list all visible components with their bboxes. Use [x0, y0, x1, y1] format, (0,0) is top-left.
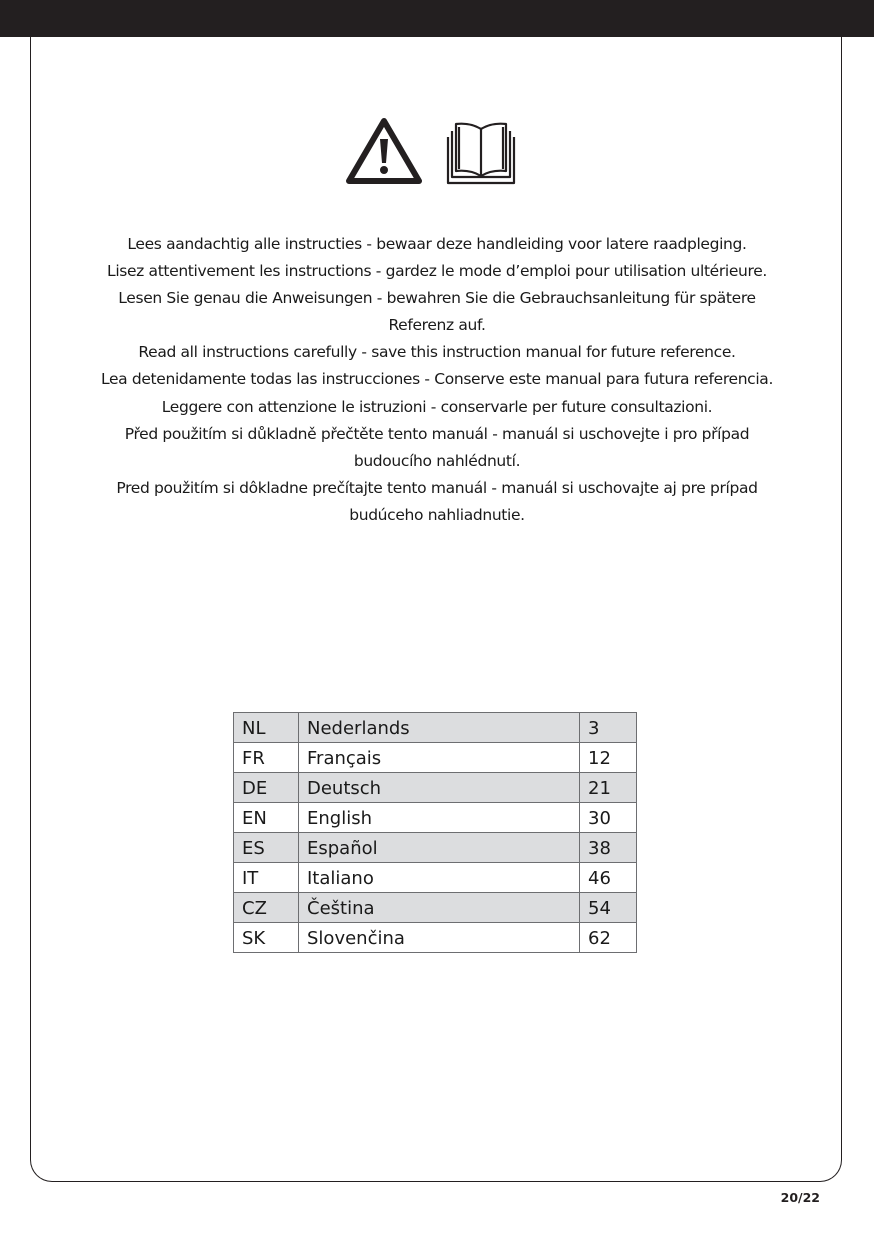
instruction-cz: Před použitím si důkladně přečtěte tento manuál - manuál si uschovejte i pro případ budoucího nahlédnutí. — [124, 424, 750, 470]
language-name: Nederlands — [299, 713, 580, 743]
language-index-table — [233, 712, 637, 953]
language-code: NL — [234, 713, 299, 743]
icon-row — [0, 117, 874, 187]
book-icon — [443, 121, 519, 185]
language-code: IT — [234, 863, 299, 893]
warning-icon — [346, 117, 422, 185]
language-name: Español — [299, 833, 580, 863]
safety-instructions — [70, 231, 804, 529]
instruction-de: Lesen Sie genau die Anweisungen - bewahren Sie die Gebrauchsanleitung für spätere Referenz auf. — [118, 289, 756, 335]
language-name: Français — [299, 743, 580, 773]
page-number: 20/22 — [780, 1190, 820, 1205]
table-row — [234, 893, 637, 923]
instruction-en: Read all instructions carefully - save this instruction manual for future reference. — [138, 343, 736, 362]
table-row — [234, 833, 637, 863]
instruction-sk: Pred použitím si dôkladne prečítajte tento manuál - manuál si uschovajte aj pre prípad budúceho nahliadnutie. — [116, 478, 758, 524]
language-name: Čeština — [299, 893, 580, 923]
page-ref: 30 — [580, 803, 637, 833]
instruction-fr: Lisez attentivement les instructions - gardez le mode d’emploi pour utilisation ultérieure. — [107, 262, 767, 281]
table-row — [234, 773, 637, 803]
language-name: Deutsch — [299, 773, 580, 803]
table-row — [234, 743, 637, 773]
instruction-it: Leggere con attenzione le istruzioni - conservarle per future consultazioni. — [161, 397, 713, 416]
language-name: Italiano — [299, 863, 580, 893]
page-ref: 38 — [580, 833, 637, 863]
page-ref: 46 — [580, 863, 637, 893]
language-code: ES — [234, 833, 299, 863]
instruction-nl: Lees aandachtig alle instructies - bewaar deze handleiding voor latere raadpleging. — [127, 235, 747, 253]
language-name: English — [299, 803, 580, 833]
language-name: Slovenčina — [299, 923, 580, 953]
language-code: DE — [234, 773, 299, 803]
page-frame — [30, 37, 842, 1182]
page-ref: 54 — [580, 893, 637, 923]
table-row — [234, 923, 637, 953]
page-ref: 21 — [580, 773, 637, 803]
page-ref: 12 — [580, 743, 637, 773]
page-ref: 62 — [580, 923, 637, 953]
instruction-es: Lea detenidamente todas las instrucciones - Conserve este manual para futura referencia. — [100, 370, 774, 389]
language-code: CZ — [234, 893, 299, 923]
table-row — [234, 863, 637, 893]
language-code: SK — [234, 923, 299, 953]
language-code: FR — [234, 743, 299, 773]
table-row — [234, 713, 637, 743]
page-ref: 3 — [580, 713, 637, 743]
top-bar — [0, 0, 874, 37]
language-code: EN — [234, 803, 299, 833]
table-row — [234, 803, 637, 833]
